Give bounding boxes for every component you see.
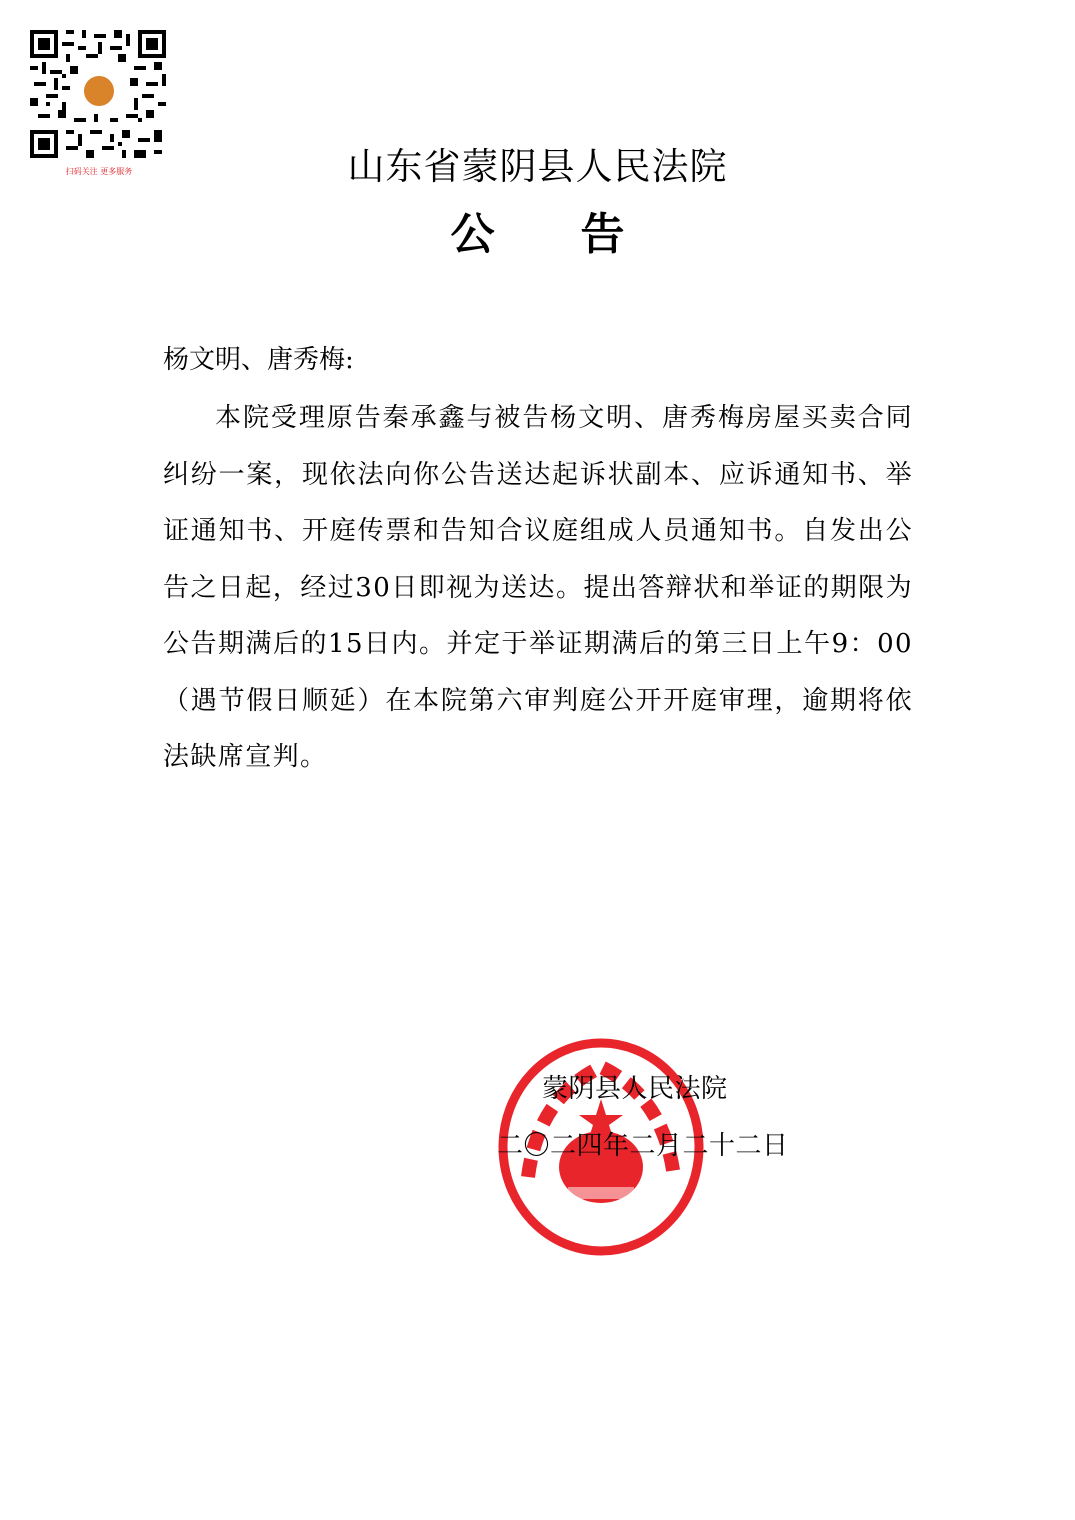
signature-date: 二〇二四年二月二十二日 (497, 1131, 789, 1161)
notice-title-char-2: 告 (580, 209, 625, 260)
court-name-heading: 山东省蒙阴县人民法院 (347, 145, 728, 188)
qr-caption: 扫码关注 更多服务 (65, 167, 133, 176)
signature-organization: 蒙阴县人民法院 (542, 1074, 728, 1104)
notice-title-char-1: 公 (450, 209, 495, 260)
court-emblem-icon (82, 74, 116, 108)
notice-title (0, 198, 1075, 262)
addressee: 杨文明、唐秀梅: (163, 345, 354, 375)
notice-body: 本院受理原告秦承鑫与被告杨文明、唐秀梅房屋买卖合同纠纷一案，现依法向你公告送达起诉状副本、应诉通知书、举证通知书、开庭传票和告知合议庭组成人员通知书。自发出公告之日起，经过30日即视为送达。提出答辩状和举证的期限为公告期满后的15日内。并定于举证期满后的第三日上午9：00（遇节假日顺延）在本院第六审判庭公开开庭审理，逾期将依法缺席宣判。 (163, 403, 913, 772)
